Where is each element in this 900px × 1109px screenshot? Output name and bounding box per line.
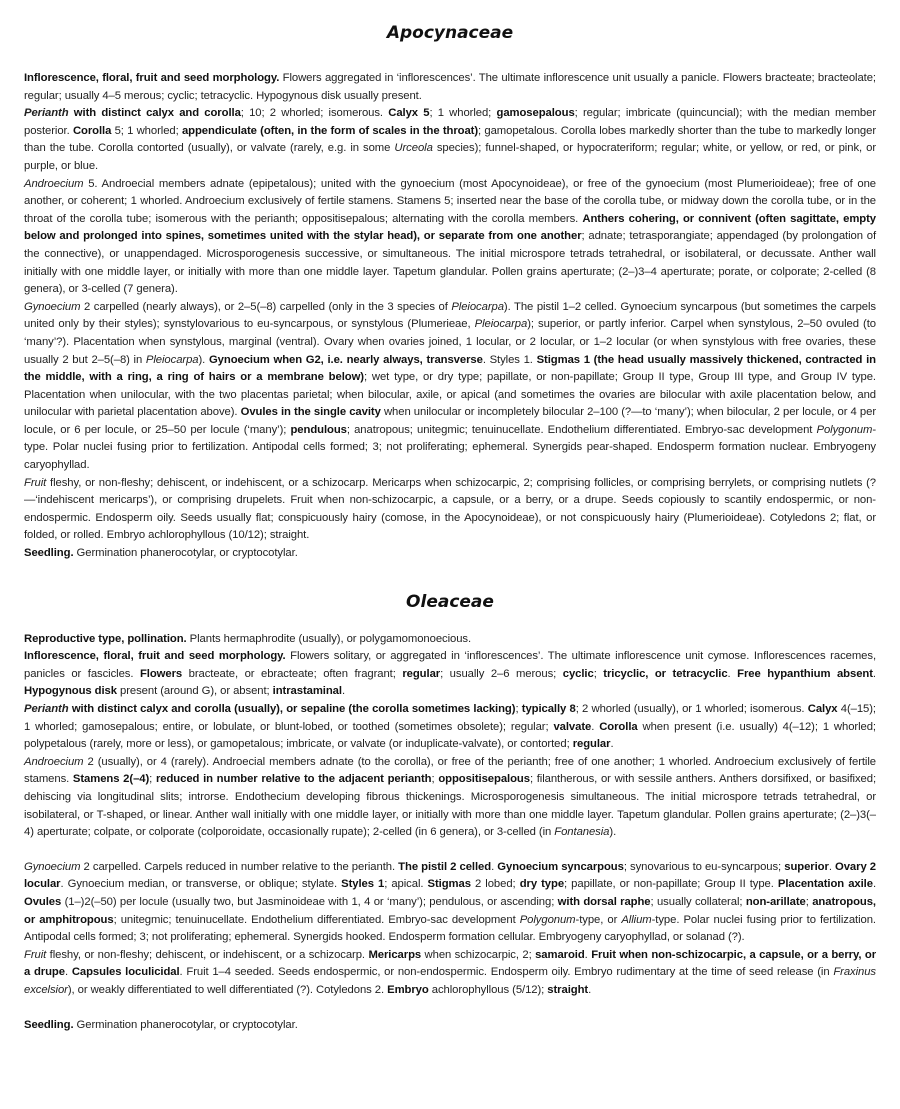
paragraph-perianth: Perianth with distinct calyx and corolla (usually), or sepaline (the corolla sometimes lacking); typically 8; 2 whorled (usually), or 1 whorled; isomerous. Calyx 4(–15); 1 whorled; gamosepalous; entire, or lobulate, or blunt-lobed, or toothed (sometimes obsolete); regular; valvate. Corolla when present (i.e. usually) 4(–12); 1 whorled; polypetalous (rarely, more or less), or gamopetalous; imbricate, or valvate (or induplicate-valvate), or contorted; regular. [24, 703, 876, 751]
family-title-oleaceae: Oleaceae [406, 591, 494, 612]
text-run: Pleiocarpa [451, 300, 504, 313]
text-run: Polygonum [816, 423, 873, 436]
text-run: Polygonum [519, 913, 576, 926]
text-run: Ovules [24, 895, 62, 908]
text-run: Corolla [72, 124, 112, 137]
text-run: Fontanesia [554, 826, 610, 839]
text-run: Stigmas [427, 878, 471, 891]
text-run: valvate [553, 720, 592, 733]
text-run: Gynoecium syncarpous [497, 860, 624, 873]
text-run: Mericarps [368, 948, 422, 961]
paragraph-gynoecium: Gynoecium 2 carpelled. Carpels reduced in number relative to the perianth. The pistil 2 celled. Gynoecium syncarpous; synovarious to eu-syncarpous; superior. Ovary 2 locular. Gynoecium median, or transverse, or oblique; stylate. Styles 1; apical. Stigmas 2 lobed; dry type; papillate, or non-papillate; Group II type. Placentation axile. Ovules (1–)2(–50) per locule (usually two, but Jasminoideae with 1, 4 or ‘many’); pendulous, or ascending; with dorsal raphe; usually collateral; non-arillate; anatropous, or amphitropous; unitegmic; tenuinucellate. Endothelium differentiated. Embryo-sac development Polygonum-type, or Allium-type. Polar nuclei fusing prior to fertilization. Antipodal cells formed; 3; not proliferating; ephemeral. Synergids hooked. Endosperm formation cellular. Embryogeny caryophyllad, or solanad (?). [24, 860, 876, 944]
text-run: Hypogynous disk [24, 685, 117, 698]
text-run: Perianth [24, 107, 69, 120]
paragraph-androecium: Androecium 5. Androecial members adnate (epipetalous); united with the gynoecium (most Apocynoideae), or free of the gynoecium (most Plumerioideae); free of one another, or coherent; 1 whorled. Androecium exclusively of fertile stamens. Stamens 5; inserted near the base of the corolla tube, or midway down the corolla tube, or in the throat of the corolla tube; isomerous with the perianth; oppositisepalous; alternating with the corolla members. Anthers cohering, or connivent (often sagittate, empty below and prolonged into spines, sometimes united with the stylar head), or separate from one another; adnate; tetrasporangiate; appendaged (by prolongation of the connective), or unappendaged. Microsporogenesis successive, or simultaneous. The initial microspore tetrads tetrahedral, or isobilateral, or decussate. Anther wall initially with one middle layer, or initially with more than one middle layer. Tapetum glandular. Pollen grains aperturate; (2–)3–4 aperturate; porate, or colporate; 2-celled (8 genera), or 3-celled (7 genera). [24, 177, 876, 296]
text-run: non-arillate [745, 895, 806, 908]
text-run: appendiculate (often, in the form of scales in the throat) [181, 124, 479, 137]
text-run: gamosepalous [496, 107, 575, 120]
text-run: Capsules loculicidal [71, 966, 180, 979]
text-run: Flowers [139, 667, 183, 680]
paragraph-seedling: Seedling. Germination phanerocotylar, or cryptocotylar. [24, 547, 298, 560]
paragraph-androecium: Androecium 2 (usually), or 4 (rarely). Androecial members adnate (to the corolla), or free of the perianth; free of one another; 1 whorled. Androecium exclusively of fertile stamens. Stamens 2(–4); reduced in number relative to the adjacent perianth; oppositisepalous; filantherous, or with sessile anthers. Anthers dorsifixed, or basifixed; dehiscing via longitudinal slits; introrse. Endothecium developing fibrous thickenings. Microsporogenesis simultaneous. The initial microspore tetrads tetrahedral, or isobilateral, or T-shaped, or linear. Anther wall initially with one middle layer, or initially with more than one middle layer. Tapetum glandular. Pollen grains aperturate; (2–)3(–4) aperturate; colpate, or colporate (colporoidate, occasionally rupate); 2-celled (in 6 genera), or 3-celled (in Fontanesia). [24, 755, 877, 839]
text-run: Fruit [24, 948, 47, 961]
text-run: Fraxinus excelsior [24, 966, 877, 996]
text-run: Pleiocarpa [474, 318, 528, 331]
paragraph-seedling: Seedling. Germination phanerocotylar, or cryptocotylar. [24, 1018, 298, 1031]
paragraph-perianth: Perianth with distinct calyx and corolla; 10; 2 whorled; isomerous. Calyx 5; 1 whorled; gamosepalous; regular; imbricate (quincuncial); with the median member posterior. Corolla 5; 1 whorled; appendiculate (often, in the form of scales in the throat); gamopetalous. Corolla lobes markedly shorter than the tube to markedly longer than the tube. Corolla contorted (usually), or valvate (rarely, e.g. in some Urceola species); funnel-shaped, or hypocrateriform; regular; white, or yellow, or red, or pink, or purple, or blue. [24, 107, 877, 172]
paragraph-inflorescence-floral-fruit-seed: Inflorescence, floral, fruit and seed morphology. Flowers aggregated in ‘inflorescences’. The ultimate inflorescence unit usually a panicle. Flowers bracteate; bracteolate; regular; usually 4–5 merous; cyclic; tetracyclic. Hypogynous disk usually present. [24, 72, 876, 102]
paragraph-fruit: Fruit fleshy, or non-fleshy; dehiscent, or indehiscent, or a schizocarp. Mericarps when schizocarpic, 2; comprising follicles, or comprising berrylets, or comprising nutlets (?—‘indehiscent mericarps’), or comprising drupelets. Fruit when non-schizocarpic, a capsule, or a berry, or a drupe. Seeds copiously to scantily endospermic, or non-endospermic. Endosperm oily. Seeds usually flat; conspicuously hairy (comose, in the Apocynoideae), or not conspicuously hairy (Plumerioideae). Cotyledons 2; flat, or folded, or rolled. Embryo achlorophyllous (10/12); straight. [24, 476, 876, 542]
text-run: superior [784, 860, 829, 873]
text-run: Placentation axile [777, 878, 873, 891]
text-run: Gynoecium [24, 300, 81, 313]
paragraph-fruit: Fruit fleshy, or non-fleshy; dehiscent, or indehiscent, or a schizocarp. Mericarps when schizocarpic, 2; samaroid. Fruit when non-schizocarpic, a capsule, or a berry, or a drupe. Capsules loculicidal. Fruit 1–4 seeded. Seeds endospermic, or non-endospermic. Endosperm oily. Embryo rudimentary at the time of seed release (in Fraxinus excelsior), or weakly differentiated to well differentiated (?). Cotyledons 2. Embryo achlorophyllous (5/12); straight. [24, 948, 877, 996]
text-run: Pleiocarpa [145, 353, 199, 366]
text-run: Stigmas 1 (the head usually massively thickened, contracted in the middle, with a ring, a ring of hairs or a membrane below) [24, 353, 876, 384]
text-run: straight [547, 983, 589, 996]
section-apocynaceae [24, 0, 876, 563]
text-run: Free hypanthium absent [737, 667, 873, 680]
text-run: Corolla [599, 720, 638, 733]
paragraph-reproductive-type: Reproductive type, pollination. Plants hermaphrodite (usually), or polygamomonoecious. [24, 632, 472, 645]
text-run: Inflorescence, floral, fruit and seed morphology. [24, 72, 280, 84]
text-run: Gynoecium when G2, i.e. nearly always, transverse [208, 353, 483, 366]
text-run: Styles 1 [341, 878, 385, 891]
text-run: Ovules in the single cavity [240, 406, 381, 419]
family-title-apocynaceae: Apocynaceae [386, 23, 514, 43]
text-run: regular [402, 667, 441, 680]
text-run: Ovary 2 locular [24, 860, 876, 891]
text-run: Fruit [24, 476, 47, 489]
text-run: anatropous, or amphitropous [24, 895, 876, 926]
text-run: Seedling. [24, 547, 74, 560]
text-run: Anthers cohering, or connivent (often sagittate, empty below and prolonged into spines, sometimes united with the stylar head), or separate from one another [24, 212, 876, 243]
text-run: oppositisepalous [438, 773, 530, 786]
text-run: with distinct calyx and corolla (usually), or sepaline (the corolla sometimes lacking) [68, 703, 516, 715]
paragraph-gynoecium: Gynoecium 2 carpelled (nearly always), or 2–5(–8) carpelled (only in the 3 species of Pleiocarpa). The pistil 1–2 celled. Gynoecium syncarpous (but sometimes the carpels united only by their styles); synstylovarious to eu-syncarpous, or synstylous (Plumerieae, Pleiocarpa); superior, or partly inferior. Carpel when synstylous, 2–50 ovuled (to ‘many’?). Placentation when synstylous, marginal (ventral). Ovary when ovaries joined, 1 locular, or 2 locular, or 1–2 locular (or when synstylous with free ovaries, these usually 2 but 2–5(–8) in Pleiocarpa). Gynoecium when G2, i.e. nearly always, transverse. Styles 1. Stigmas 1 (the head usually massively thickened, contracted in the middle, with a ring, a ring of hairs or a membrane below); wet type, or dry type; papillate, or non-papillate; Group II type, Group III type, and Group IV type. Placentation when unilocular, with the two placentas parietal; when bilocular, axile, or apical (and sometimes the ovaries are bilocular with axile placentation below, and unilocular with parietal placentation above). Ovules in the single cavity when unilocular or incompletely bilocular 2–100 (?—to ‘many’); when bilocular, 2 per locule, or 4 per locule, or 6 per locule, or 25–50 per locule (‘many’); pendulous; anatropous; unitegmic; tenuinucellate. Endothelium differentiated. Embryo-sac development Polygonum-type. Polar nuclei fusing prior to fertilization. Antipodal cells formed; 3; not proliferating; ephemeral. Synergids pear-shaped. Endosperm formation nuclear. Embryogeny caryophyllad. [24, 300, 877, 472]
text-run: Urceola [394, 142, 433, 155]
text-run: Gynoecium [24, 860, 81, 873]
text-run: tricyclic, or tetracyclic [603, 667, 728, 680]
text-run: Androecium [24, 177, 84, 190]
text-run: The pistil 2 celled [398, 860, 492, 873]
section-oleaceae [24, 591, 876, 1034]
text-run: Reproductive type, pollination. [24, 632, 187, 645]
text-run: Calyx 5 [388, 107, 430, 120]
text-run: with distinct calyx and corolla [68, 107, 241, 120]
text-run: regular [572, 738, 611, 751]
text-run: Fruit when non-schizocarpic, a capsule, or a berry, or a drupe [24, 948, 877, 979]
text-run: Androecium [24, 755, 84, 768]
text-run: dry type [519, 878, 565, 891]
text-run: intrastaminal [272, 685, 342, 698]
text-run: pendulous [290, 423, 347, 436]
text-run: Stamens 2(–4) [72, 773, 150, 786]
text-run: typically 8 [521, 703, 576, 715]
text-run: Inflorescence, floral, fruit and seed morphology. [24, 650, 286, 663]
paragraph-inflorescence-floral-fruit-seed: Inflorescence, floral, fruit and seed morphology. Flowers solitary, or aggregated in ‘inflorescences’. The ultimate inflorescence unit cymose. Inflorescences racemes, panicles or fascicles. Flowers bracteate, or ebracteate; often fragrant; regular; usually 2–6 merous; cyclic; tricyclic, or tetracyclic. Free hypanthium absent. Hypogynous disk present (around G), or absent; intrastaminal. [24, 650, 876, 698]
text-run: Seedling. [24, 1018, 74, 1031]
text-run: Allium [621, 913, 652, 926]
text-run: Calyx [807, 703, 838, 715]
text-run: samaroid [535, 948, 585, 961]
text-run: cyclic [562, 667, 594, 680]
text-run: Embryo [387, 983, 429, 996]
text-run: Perianth [24, 703, 69, 715]
text-run: reduced in number relative to the adjacent perianth [155, 773, 432, 786]
text-run: with dorsal raphe [557, 895, 651, 908]
